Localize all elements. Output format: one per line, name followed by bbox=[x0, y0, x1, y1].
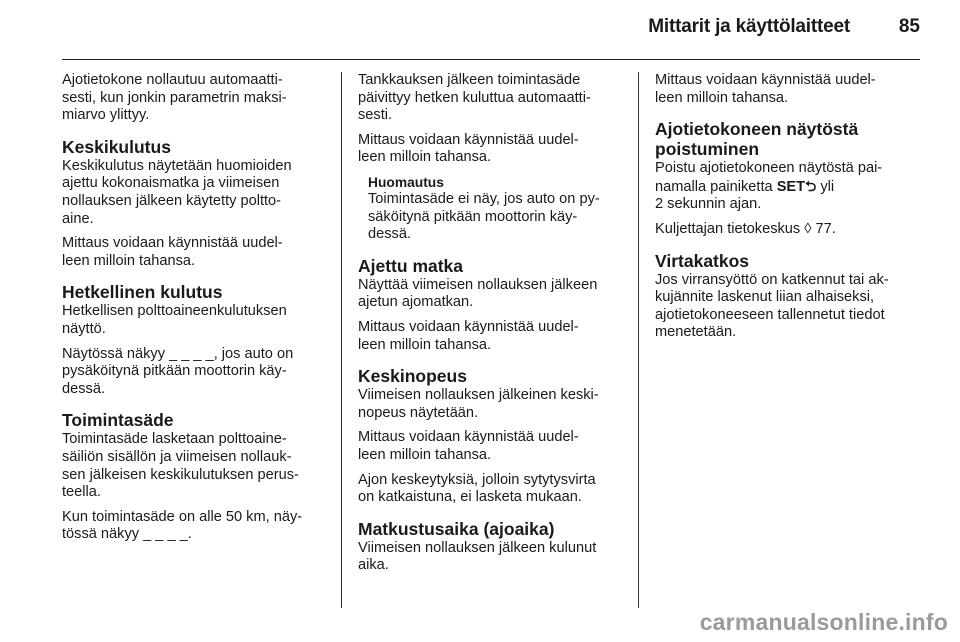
page-ref-icon: ◊ bbox=[804, 220, 812, 237]
page-ref-number: 77. bbox=[811, 220, 836, 237]
heading-matkustusaika: Matkustusaika (ajoaika) bbox=[358, 518, 555, 539]
paragraph: Näyttää viimeisen nollauksen jälkeen ajetun ajomatkan. bbox=[358, 276, 598, 311]
page-number: 85 bbox=[898, 16, 920, 37]
paragraph: Näytössä näkyy _ _ _ _, jos auto on pysäköitynä pitkään moottorin käy- dessä. bbox=[62, 345, 294, 397]
column-2 bbox=[358, 72, 628, 582]
paragraph-reference bbox=[655, 221, 925, 239]
column-divider-1 bbox=[341, 72, 342, 608]
paragraph-set-button bbox=[655, 160, 925, 214]
note-title: Huomautus bbox=[368, 174, 444, 190]
page-title: Mittarit ja käyttölaitteet bbox=[648, 16, 850, 37]
return-arrow-icon: ⮌ bbox=[805, 177, 817, 194]
note-box bbox=[358, 174, 628, 244]
paragraph: Viimeisen nollauksen jälkeen kulunut aika. bbox=[358, 539, 597, 574]
text-span: Poistu ajotietokoneen näytöstä pai- namalla painiketta bbox=[655, 160, 883, 195]
heading-ajettu-matka: Ajettu matka bbox=[358, 255, 464, 276]
heading-poistuminen: Ajotietokoneen näytöstä poistuminen bbox=[655, 119, 859, 160]
paragraph: Mittaus voidaan käynnistää uudel- leen milloin tahansa. bbox=[358, 131, 579, 166]
paragraph: Mittaus voidaan käynnistää uudel- leen milloin tahansa. bbox=[358, 318, 579, 353]
paragraph: Mittaus voidaan käynnistää uudel- leen milloin tahansa. bbox=[655, 72, 876, 106]
intro-paragraph: Ajotietokone nollautuu automaatti- sesti, kun jonkin parametrin maksi- miarvo ylittyy. bbox=[62, 72, 287, 124]
set-key-label: SET bbox=[776, 178, 806, 195]
paragraph: Mittaus voidaan käynnistää uudel- leen milloin tahansa. bbox=[62, 235, 283, 269]
column-divider-2 bbox=[638, 72, 639, 608]
paragraph: Tankkauksen jälkeen toimintasäde päivittyy hetken kuluttua automaatti- sesti. bbox=[358, 72, 591, 124]
heading-toimintasade: Toimintasäde bbox=[62, 410, 174, 431]
heading-virtakatkos: Virtakatkos bbox=[655, 250, 750, 271]
paragraph: Hetkellisen polttoaineenkulutuksen näyttö. bbox=[62, 303, 287, 337]
page-header bbox=[62, 16, 920, 50]
watermark: carmanualsonline.info bbox=[699, 609, 948, 635]
header-rule bbox=[62, 59, 920, 60]
text-span: yli 2 sekunnin ajan. bbox=[655, 178, 835, 213]
column-1 bbox=[62, 72, 332, 551]
paragraph: Keskikulutus näytetään huomioiden ajettu kokonaismatka ja viimeisen nollauksen jälkeen käytetty poltto- aine. bbox=[62, 157, 292, 227]
heading-keskikulutus: Keskikulutus bbox=[62, 136, 171, 157]
text-span: Kuljettajan tietokeskus bbox=[655, 220, 801, 237]
paragraph: Kun toimintasäde on alle 50 km, näy- tössä näkyy _ _ _ _. bbox=[62, 508, 303, 543]
note-text: Toimintasäde ei näy, jos auto on py- säköitynä pitkään moottorin käy- dessä. bbox=[368, 190, 600, 243]
column-3 bbox=[655, 72, 925, 349]
paragraph: Ajon keskeytyksiä, jolloin sytytysvirta on katkaistuna, ei lasketa mukaan. bbox=[358, 471, 596, 506]
paragraph: Mittaus voidaan käynnistää uudel- leen milloin tahansa. bbox=[358, 429, 579, 463]
paragraph: Toimintasäde lasketaan polttoaine- säiliön sisällön ja viimeisen nollauk- sen jälkeisen keskikulutuksen perus- teella. bbox=[62, 431, 299, 501]
heading-keskinopeus: Keskinopeus bbox=[358, 366, 467, 387]
paragraph: Jos virransyöttö on katkennut tai ak- kujännite laskenut liian alhaiseksi, ajotietokoneeseen tallennetut tiedot menetetään. bbox=[655, 271, 889, 341]
paragraph: Viimeisen nollauksen jälkeinen keski- nopeus näytetään. bbox=[358, 387, 599, 421]
heading-hetkellinen-kulutus: Hetkellinen kulutus bbox=[62, 282, 223, 303]
